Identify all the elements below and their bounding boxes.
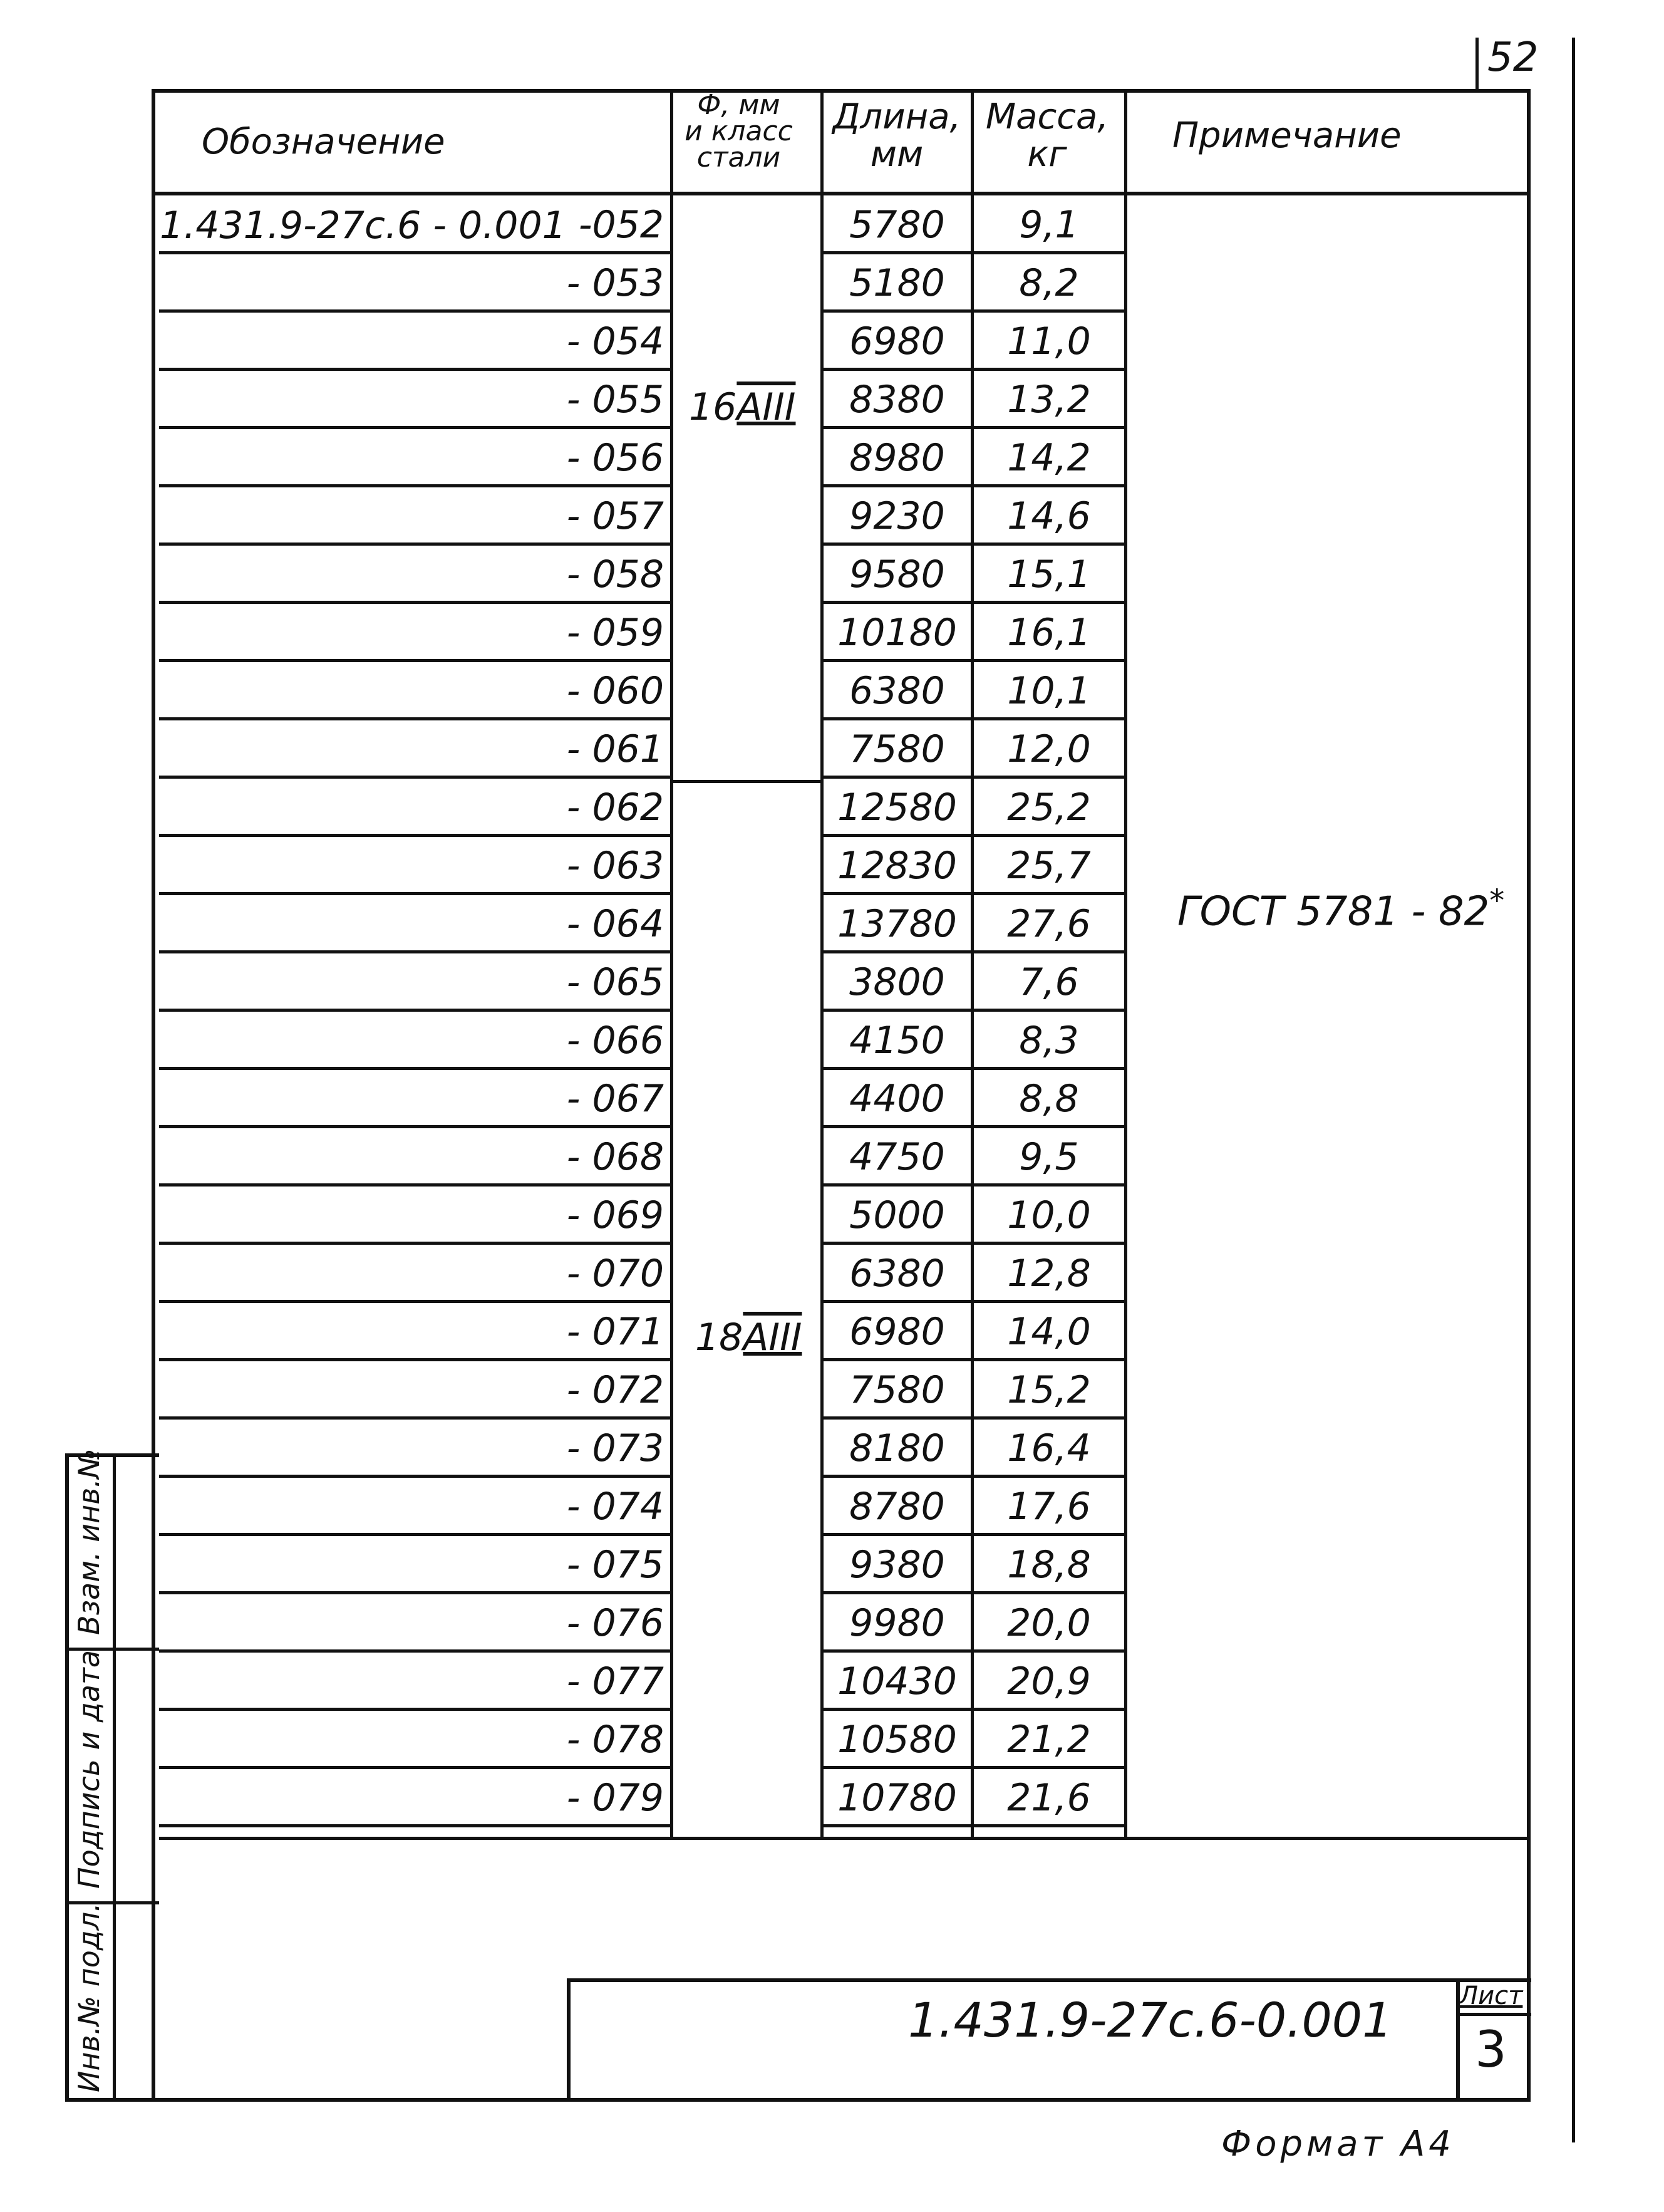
row-designation: - 076	[566, 1601, 664, 1645]
row-mass: 20,0	[1007, 1601, 1091, 1645]
table-row	[0, 953, 1664, 1009]
row-designation: - 054	[566, 319, 664, 363]
header-length	[822, 98, 972, 174]
header-note: Примечание	[1172, 115, 1402, 156]
row-mass: 9,1	[1019, 203, 1079, 247]
base-designation: 1.431.9-27с.6 - 0.001	[160, 204, 566, 247]
table-row	[0, 1069, 1664, 1126]
row-mass: 10,1	[1007, 669, 1091, 713]
header-length-line2: мм	[870, 134, 924, 175]
row-mass: 8,8	[1019, 1077, 1079, 1121]
table-row	[0, 254, 1664, 310]
row-designation: - 078	[566, 1718, 664, 1762]
table-row	[0, 545, 1664, 601]
table-row	[0, 1011, 1664, 1067]
table-row	[0, 1244, 1664, 1301]
table-header	[152, 89, 1531, 195]
row-designation: - 068	[566, 1135, 664, 1179]
row-mass: 9,5	[1019, 1135, 1079, 1179]
row-mass: 14,6	[1007, 494, 1091, 538]
sheet-box-divider	[1456, 2013, 1531, 2016]
row-length: 4750	[849, 1135, 945, 1179]
page-number-divider	[1475, 38, 1479, 91]
table-row	[0, 662, 1664, 718]
table-body-bottom	[159, 1837, 1531, 1840]
table-row	[0, 720, 1664, 776]
row-designation: - 064	[566, 902, 664, 946]
row-length: 13780	[837, 902, 957, 946]
steel-class: AIII	[743, 1316, 802, 1359]
table-row	[0, 1594, 1664, 1650]
table-row	[0, 603, 1664, 660]
row-designation: - 053	[566, 261, 664, 305]
label-signature-date: Подпись и дата	[72, 1649, 106, 1889]
note-standard	[1177, 883, 1504, 935]
row-mass: 20,9	[1007, 1659, 1091, 1703]
row-designation: -052	[578, 203, 664, 247]
table-row	[0, 312, 1664, 368]
row-length: 9380	[849, 1543, 945, 1587]
row-designation: - 065	[566, 960, 664, 1004]
row-designation: - 055	[566, 378, 664, 422]
row-mass: 10,0	[1007, 1193, 1091, 1237]
row-mass: 17,6	[1007, 1485, 1091, 1529]
row-designation: - 077	[566, 1659, 664, 1703]
table-row	[0, 1652, 1664, 1708]
row-length: 6380	[849, 669, 945, 713]
steel-group-divider	[670, 780, 824, 783]
row-length: 8380	[849, 378, 945, 422]
row-length: 7580	[849, 1368, 945, 1412]
row-mass: 15,2	[1007, 1368, 1091, 1412]
row-line-values	[820, 1824, 1127, 1827]
table-row	[0, 1186, 1664, 1242]
row-designation: - 059	[566, 611, 664, 655]
table-row	[0, 195, 1664, 252]
row-mass: 12,8	[1007, 1252, 1091, 1296]
row-length: 4150	[849, 1019, 945, 1062]
table-row	[0, 778, 1664, 834]
row-length: 9980	[849, 1601, 945, 1645]
table-row	[0, 1710, 1664, 1767]
row-mass: 7,6	[1019, 960, 1079, 1004]
row-length: 6980	[849, 1310, 945, 1354]
row-mass: 15,1	[1007, 553, 1091, 596]
row-mass: 12,0	[1007, 727, 1091, 771]
label-swap-inv: Взам. инв.№	[72, 1448, 106, 1635]
row-mass: 16,1	[1007, 611, 1091, 655]
row-designation: - 072	[566, 1368, 664, 1412]
row-designation: - 069	[566, 1193, 664, 1237]
header-designation: Обозначение	[202, 122, 445, 162]
steel-diameter: 16	[689, 385, 737, 429]
row-length: 10780	[837, 1776, 957, 1820]
note-mark: *	[1489, 883, 1505, 918]
row-designation: - 056	[566, 436, 664, 480]
row-designation: - 060	[566, 669, 664, 713]
row-length: 8780	[849, 1485, 945, 1529]
row-designation: - 063	[566, 844, 664, 888]
row-designation: - 062	[566, 786, 664, 829]
row-line-designation	[159, 1824, 670, 1827]
table-row	[0, 1768, 1664, 1825]
steel-diameter: 18	[695, 1316, 743, 1359]
steel-group-16	[689, 385, 796, 429]
row-length: 9580	[849, 553, 945, 596]
row-designation: - 067	[566, 1077, 664, 1121]
row-mass: 14,0	[1007, 1310, 1091, 1354]
row-mass: 8,2	[1019, 261, 1079, 305]
row-mass: 8,3	[1019, 1019, 1079, 1062]
row-length: 6980	[849, 319, 945, 363]
row-designation: - 058	[566, 553, 664, 596]
row-length: 10430	[837, 1659, 957, 1703]
side-stamp-divider	[113, 1453, 116, 2102]
row-length: 8180	[849, 1426, 945, 1470]
header-mass-line2: кг	[1027, 134, 1067, 175]
row-designation: - 071	[566, 1310, 664, 1354]
steel-class: AIII	[736, 385, 796, 429]
row-designation: - 074	[566, 1485, 664, 1529]
page-number: 52	[1487, 34, 1539, 81]
row-length: 3800	[849, 960, 945, 1004]
row-length: 12830	[837, 844, 957, 888]
row-length: 6380	[849, 1252, 945, 1296]
table-row	[0, 1361, 1664, 1417]
row-length: 9230	[849, 494, 945, 538]
row-mass: 25,7	[1007, 844, 1091, 888]
header-length-line1: Длина,	[832, 96, 961, 137]
row-mass: 13,2	[1007, 378, 1091, 422]
row-length: 12580	[837, 786, 957, 829]
header-mass-line1: Масса,	[985, 96, 1109, 137]
row-length: 10180	[837, 611, 957, 655]
row-mass: 11,0	[1007, 319, 1091, 363]
header-mass	[972, 98, 1122, 174]
row-mass: 16,4	[1007, 1426, 1091, 1470]
table-row	[0, 428, 1664, 485]
row-length: 5180	[849, 261, 945, 305]
table-row	[0, 1419, 1664, 1475]
title-document-code: 1.431.9-27с.6-0.001	[908, 1992, 1393, 2048]
header-diameter-line3: стали	[696, 142, 781, 174]
paper-format: Формат А4	[1221, 2124, 1455, 2164]
sheet-number: 3	[1475, 2020, 1507, 2079]
table-row	[0, 1477, 1664, 1534]
label-inv-orig: Инв.№ подл.	[72, 1903, 106, 2092]
header-diameter-line2: и класс	[685, 115, 793, 147]
header-diameter-class	[671, 89, 806, 174]
row-length: 5000	[849, 1193, 945, 1237]
row-designation: - 061	[566, 727, 664, 771]
row-length: 8980	[849, 436, 945, 480]
row-mass: 27,6	[1007, 902, 1091, 946]
note-text: ГОСТ 5781 - 82	[1177, 888, 1490, 935]
table-row	[0, 1535, 1664, 1592]
row-mass: 21,6	[1007, 1776, 1091, 1820]
row-designation: - 066	[566, 1019, 664, 1062]
row-designation: - 075	[566, 1543, 664, 1587]
table-row	[0, 1128, 1664, 1184]
header-diameter-line1: Ф, мм	[697, 89, 780, 121]
row-length: 5780	[849, 203, 945, 247]
table-row	[0, 370, 1664, 427]
row-length: 4400	[849, 1077, 945, 1121]
row-mass: 21,2	[1007, 1718, 1091, 1762]
row-designation: - 070	[566, 1252, 664, 1296]
table-row	[0, 487, 1664, 543]
row-designation: - 073	[566, 1426, 664, 1470]
sheet-label: Лист	[1459, 1981, 1523, 2010]
row-mass: 25,2	[1007, 786, 1091, 829]
row-mass: 18,8	[1007, 1543, 1091, 1587]
row-designation: - 079	[566, 1776, 664, 1820]
row-length: 10580	[837, 1718, 957, 1762]
steel-group-18	[695, 1316, 802, 1359]
row-mass: 14,2	[1007, 436, 1091, 480]
row-length: 7580	[849, 727, 945, 771]
table-row	[0, 1302, 1664, 1359]
row-designation: - 057	[566, 494, 664, 538]
